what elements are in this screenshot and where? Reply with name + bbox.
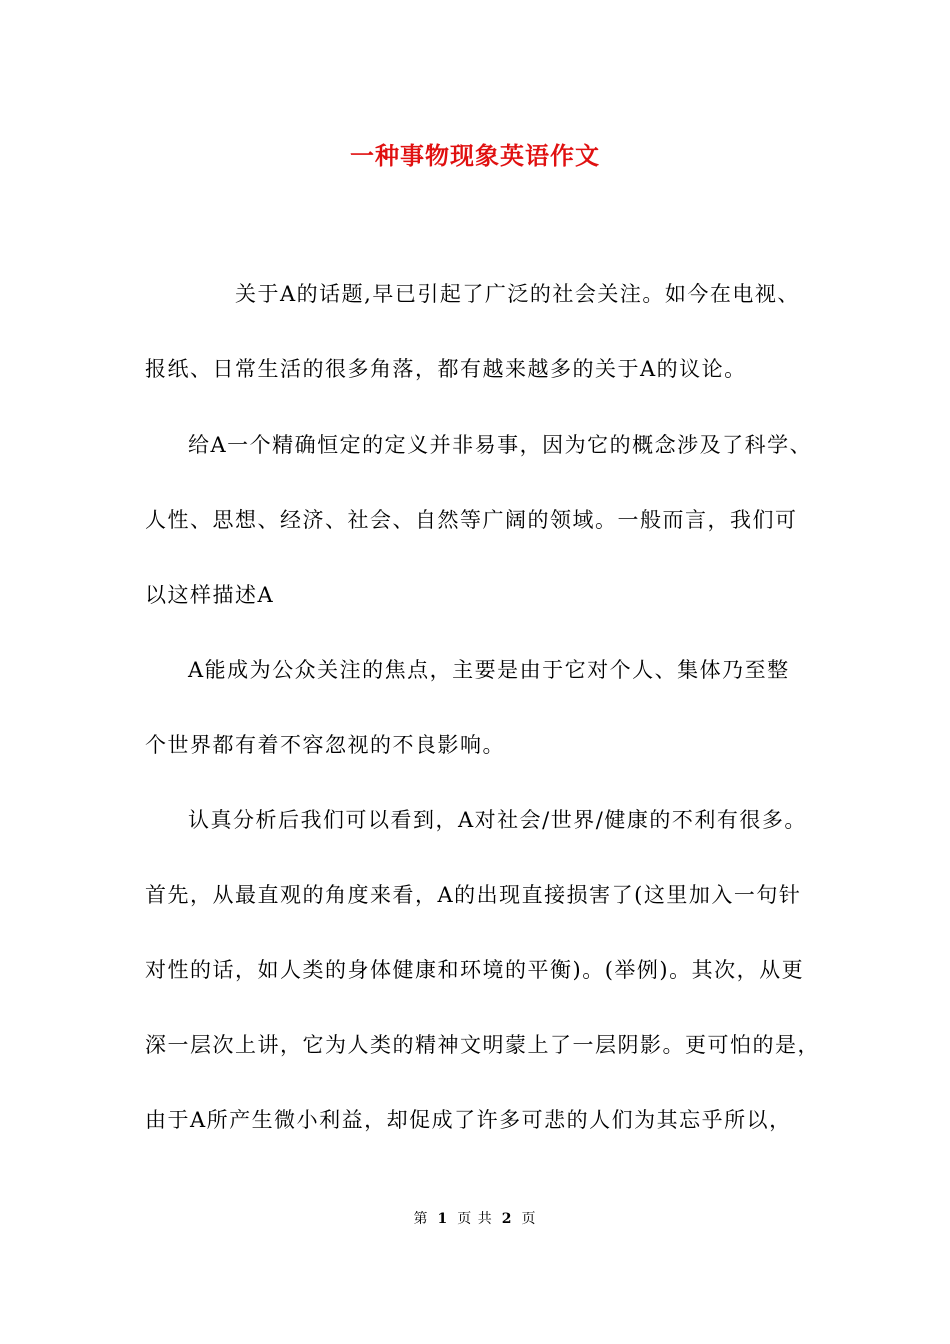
paragraph-line: 深一层次上讲，它为人类的精神文明蒙上了一层阴影。更可怕的是，: [145, 1033, 820, 1057]
paragraph-line: A能成为公众关注的焦点，主要是由于它对个人、集体乃至整: [188, 658, 790, 682]
paragraph-line: 个世界都有着不容忽视的不良影响。: [145, 733, 505, 757]
paragraph-line: 认真分析后我们可以看到，A对社会/世界/健康的不利有很多。: [188, 808, 807, 832]
footer-middle: 页 共: [457, 1211, 493, 1227]
paragraph-line: 报纸、日常生活的很多角落，都有越来越多的关于A的议论。: [145, 357, 747, 381]
footer-prefix: 第: [413, 1211, 429, 1227]
page-footer: [0, 1208, 950, 1228]
paragraph-line: 首先，从最直观的角度来看，A的出现直接损害了(这里加入一句针: [145, 883, 802, 907]
paragraph-line: 关于A的话题,早已引起了广泛的社会关注。如今在电视、: [235, 282, 800, 306]
paragraph-line: 以这样描述A: [145, 583, 275, 607]
paragraph-line: 由于A所产生微小利益，却促成了许多可悲的人们为其忘乎所以，: [145, 1108, 792, 1132]
paragraph-line: 给A一个精确恒定的定义并非易事，因为它的概念涉及了科学、: [188, 433, 813, 457]
footer-total-pages: 2: [501, 1211, 513, 1227]
document-title: 一种事物现象英语作文: [350, 141, 600, 170]
footer-page-number: 1: [437, 1211, 449, 1227]
paragraph-line: 人性、思想、经济、社会、自然等广阔的领域。一般而言，我们可: [145, 508, 798, 532]
paragraph-line: 对性的话，如人类的身体健康和环境的平衡)。(举例)。其次，从更: [145, 958, 805, 982]
footer-suffix: 页: [521, 1211, 537, 1227]
